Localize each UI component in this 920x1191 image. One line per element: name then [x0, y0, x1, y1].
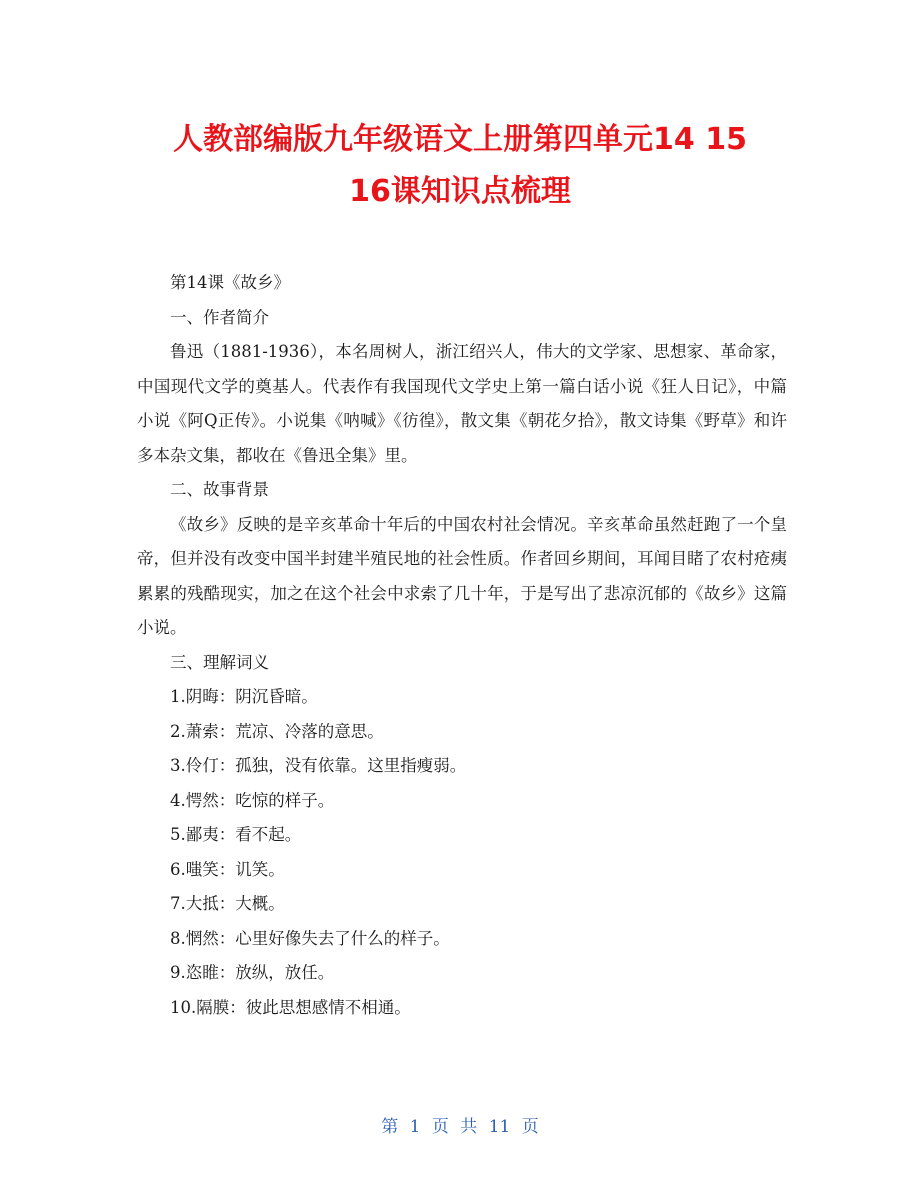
lesson-heading: 第14课《故乡》 — [170, 273, 290, 292]
vocab-item: 1.阴晦：阴沉昏暗。 — [170, 687, 318, 706]
document-title — [0, 114, 920, 218]
vocab-item: 6.嗤笑：讥笑。 — [170, 859, 285, 879]
vocab-item: 4.愕然：吃惊的样子。 — [170, 790, 335, 810]
vocab-item: 7.大抵：大概。 — [170, 894, 285, 913]
title-line-1: 人教部编版九年级语文上册第四单元14 15 — [173, 122, 747, 157]
section-heading-vocabulary: 三、理解词义 — [170, 652, 269, 672]
vocab-item: 5.鄙夷：看不起。 — [170, 825, 302, 844]
title-line-2: 16课知识点梳理 — [349, 174, 571, 209]
document-body — [137, 266, 787, 1025]
vocab-item: 9.恣睢：放纵，放任。 — [170, 963, 335, 982]
vocab-item: 3.伶仃：孤独，没有依靠。这里指瘦弱。 — [170, 756, 467, 775]
author-intro-paragraph: 鲁迅（1881-1936），本名周树人，浙江绍兴人，伟大的文学家、思想家、革命家，中国现代文学的奠基人。代表作有我国现代文学史上第一篇白话小说《狂人日记》，中篇小说《阿Q正传》。小说集《呐喊》《彷徨》，散文集《朝花夕拾》，散文诗集《野草》和许多本杂文集，都收在《鲁迅全集》里。 — [137, 342, 787, 465]
section-heading-background: 二、故事背景 — [170, 480, 269, 499]
page-number-footer: 第 1 页 共 11 页 — [381, 1117, 539, 1137]
vocab-item: 2.萧索：荒凉、冷落的意思。 — [170, 721, 384, 741]
vocab-item: 10.隔膜：彼此思想感情不相通。 — [170, 997, 411, 1017]
section-heading-author: 一、作者简介 — [170, 307, 269, 327]
background-paragraph: 《故乡》反映的是辛亥革命十年后的中国农村社会情况。辛亥革命虽然赶跑了一个皇帝，但并没有改变中国半封建半殖民地的社会性质。作者回乡期间，耳闻目睹了农村疮痍累累的残酷现实，加之在这个社会中求索了几十年，于是写出了悲凉沉郁的《故乡》这篇小说。 — [137, 514, 787, 637]
vocab-item: 8.惘然：心里好像失去了什么的样子。 — [170, 928, 450, 948]
